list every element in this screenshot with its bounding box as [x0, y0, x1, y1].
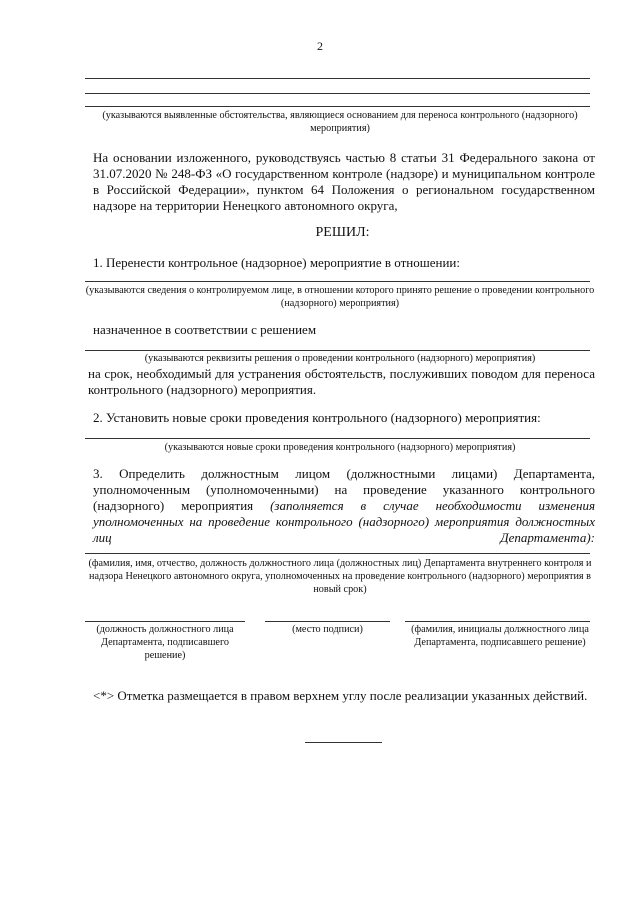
- signature-line-place: [265, 621, 390, 622]
- decision-heading: РЕШИЛ:: [315, 225, 370, 240]
- signature-line-name: [405, 621, 590, 622]
- assigned-text: назначенное в соответствии с решением: [93, 322, 317, 337]
- footnote: <*> Отметка размещается в правом верхнем углу после реализации указанных действий.: [93, 688, 588, 703]
- basis-paragraph: На основании изложенного, руководствуясь частью 8 статьи 31 Федерального закона от 31.07.2020 № 248-ФЗ «О государственном контроле (надзоре) и муниципальном контроле в Российской Федерации», пунктом 64 Положения о региональном государственном надзоре на территории Ненецкого автономного округа,: [93, 150, 595, 213]
- fill-line: [85, 281, 590, 282]
- new-dates-caption: (указываются новые сроки проведения контрольного (надзорного) мероприятия): [164, 442, 516, 453]
- decision-details-caption: (указываются реквизиты решения о проведении контрольного (надзорного) мероприятия): [144, 353, 536, 364]
- fill-line: [85, 93, 590, 94]
- fill-line: [85, 553, 590, 554]
- fill-line: [85, 438, 590, 439]
- item-2-text: 2. Установить новые сроки проведения контрольного (надзорного) мероприятия:: [93, 410, 541, 425]
- controlled-person-caption: (указываются сведения о контролируемом лице, в отношении которого принято решение о проведении контрольного (надзорного) мероприятия): [85, 285, 595, 309]
- closing-line: [305, 742, 382, 743]
- page-number: 2: [317, 39, 323, 53]
- authorized-officials-caption: (фамилия, имя, отчество, должность должностного лица (должностных лиц) Департамента внутреннего контроля и надзора Ненецкого автономного округа, уполномоченных на проведение контрольного (надзорного) мероприятия в новый срок): [88, 558, 592, 595]
- item-3-italic-note: (заполняется в случае необходимости изменения уполномоченных на проведение контрольного (надзорного) мероприятия должностных лиц Департамента):: [93, 498, 595, 545]
- item-3-text: 3. Определить должностным лицом (должностными лицами) Департамента, уполномоченным (уполномоченными) на проведение указанного контрольного (надзорного) мероприятия: [93, 466, 595, 513]
- item-3-paragraph: [93, 466, 595, 546]
- circumstances-caption: (указываются выявленные обстоятельства, являющиеся основанием для переноса контрольного (надзорного) мероприятия): [102, 110, 578, 134]
- fill-line: [85, 106, 590, 107]
- signature-line-position: [85, 621, 245, 622]
- name-caption: (фамилия, инициалы должностного лица Департамента, подписавшего решение): [411, 624, 589, 648]
- fill-line: [85, 78, 590, 79]
- place-caption: (место подписи): [292, 624, 363, 635]
- fill-line: [85, 350, 590, 351]
- item-1-text: 1. Перенести контрольное (надзорное) мероприятие в отношении:: [93, 255, 460, 270]
- period-text: на срок, необходимый для устранения обстоятельств, послуживших поводом для переноса контрольного (надзорного) мероприятия.: [88, 366, 595, 397]
- position-caption: (должность должностного лица Департамента, подписавшего решение): [96, 624, 234, 661]
